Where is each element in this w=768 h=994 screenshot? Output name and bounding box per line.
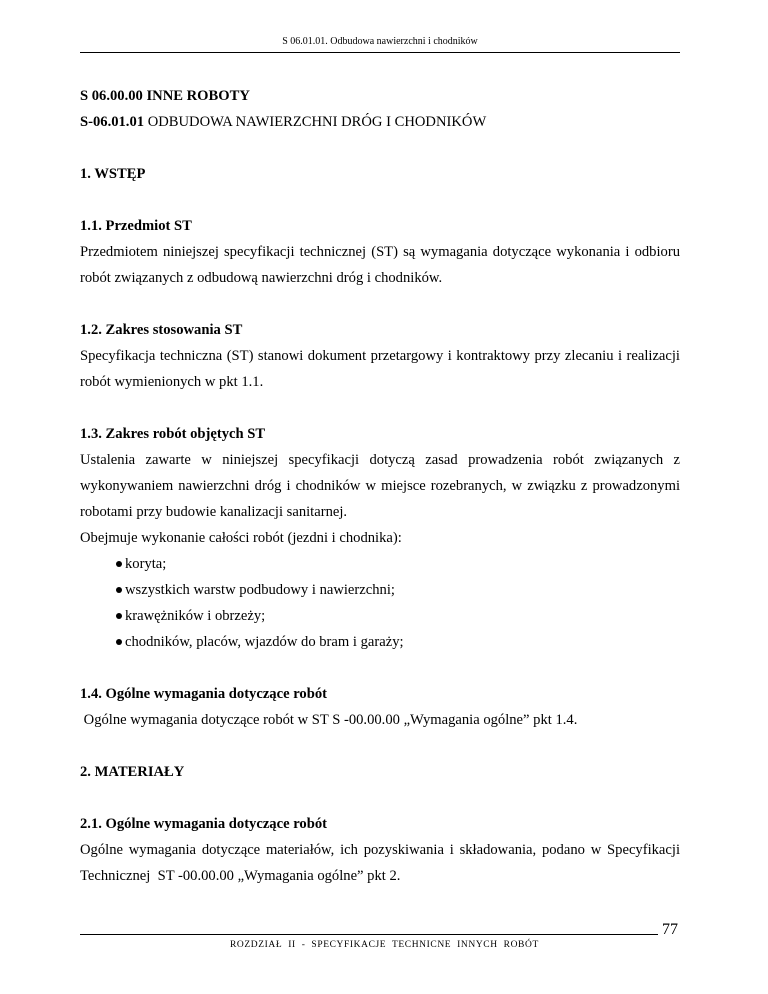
scope-list (80, 551, 680, 655)
heading-2: 2. MATERIAŁY (80, 764, 185, 780)
list-item: wszystkich warstw podbudowy i nawierzchni; (80, 577, 680, 603)
list-item: krawężników i obrzeży; (80, 603, 680, 629)
footer-chapter: ROZDZIAŁ II - SPECYFIKACJE TECHNICNE INNYCH ROBÓT (230, 940, 539, 950)
list-item: koryta; (80, 551, 680, 577)
paragraph-2-1: Ogólne wymagania dotyczące materiałów, ich pozyskiwania i składowania, podano w Specyfikacji Technicznej ST -00.00.00 „Wymagania ogólne” pkt 2. (80, 842, 684, 884)
spec-code: S-06.01.01 (80, 114, 145, 130)
paragraph-1-1: Przedmiotem niniejszej specyfikacji technicznej (ST) są wymagania dotyczące wykonania i odbioru robót związanych z odbudową nawierzchni dróg i chodników. (80, 244, 680, 286)
paragraph-1-4: Ogólne wymagania dotyczące robót w ST S -00.00.00 „Wymagania ogólne” pkt 1.4. (80, 712, 578, 728)
paragraph-1-2: Specyfikacja techniczna (ST) stanowi dokument przetargowy i kontraktowy przy zlecaniu i realizacji robót wymienionych w pkt 1.1. (80, 348, 680, 390)
heading-1-4: 1.4. Ogólne wymagania dotyczące robót (80, 686, 327, 702)
heading-1-1: 1.1. Przedmiot ST (80, 218, 192, 234)
heading-2-1: 2.1. Ogólne wymagania dotyczące robót (80, 816, 327, 832)
page-header: S 06.01.01. Odbudowa nawierzchni i chodników (80, 36, 680, 53)
heading-1: 1. WSTĘP (80, 166, 146, 182)
spec-heading (80, 109, 680, 135)
paragraph-1-3: Ustalenia zawarte w niniejszej specyfikacji dotyczą zasad prowadzenia robót związanych z wykonywaniem nawierzchni dróg i chodników w miejsce rozebranych, w związku z prowadzonymi robotami przy budowie kanalizacji sanitarnej. (80, 452, 680, 520)
page-number: 77 (662, 921, 678, 938)
footer-rule (80, 934, 658, 935)
spec-title: ODBUDOWA NAWIERZCHNI DRÓG I CHODNIKÓW (144, 114, 487, 130)
paragraph-1-3-intro: Obejmuje wykonanie całości robót (jezdni i chodnika): (80, 530, 402, 546)
heading-1-2: 1.2. Zakres stosowania ST (80, 322, 243, 338)
document-body (80, 83, 684, 889)
section-code: S 06.00.00 INNE ROBOTY (80, 88, 250, 104)
list-item: chodników, placów, wjazdów do bram i garaży; (80, 629, 680, 655)
heading-1-3: 1.3. Zakres robót objętych ST (80, 426, 266, 442)
